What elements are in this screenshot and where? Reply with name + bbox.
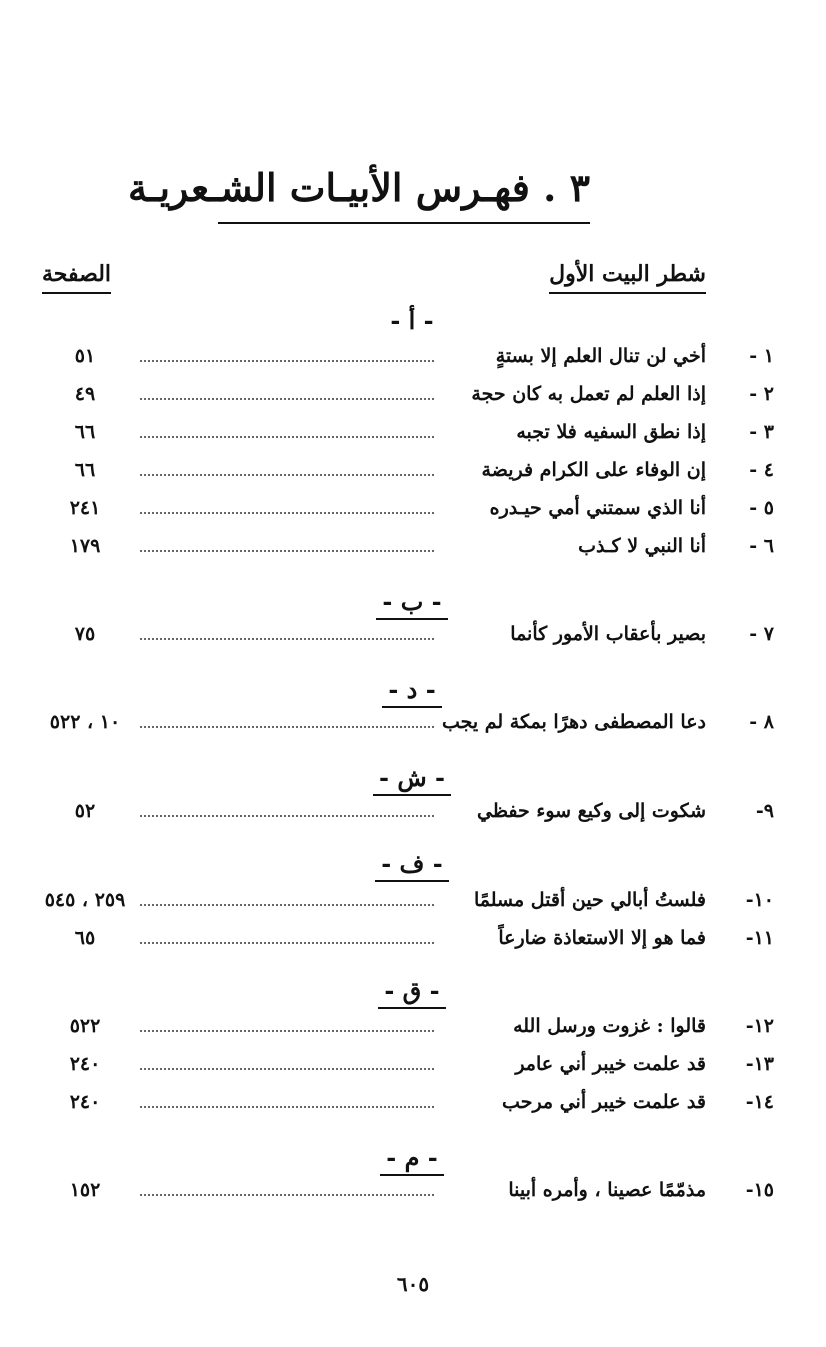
verse-text: مذمّمًا عصينا ، وأمره أبينا xyxy=(508,1179,706,1201)
row-number: ١٢- xyxy=(745,1015,774,1037)
verse-text: قالوا : غزوت ورسل الله xyxy=(513,1015,706,1037)
verse-text: فلستُ أبالي حين أقتل مسلمًا xyxy=(473,889,706,911)
dot-leader xyxy=(140,550,434,552)
row-number: ٤ - xyxy=(749,459,774,481)
dot-leader xyxy=(140,638,434,640)
verse-text: دعا المصطفى دهرًا بمكة لم يجب xyxy=(441,711,706,733)
table-row xyxy=(30,378,774,410)
page-ref: ٥٢ xyxy=(74,800,96,822)
page-ref: ٢٥٩ ، ٥٤٥ xyxy=(44,889,126,911)
page-ref: ١٥٢ xyxy=(69,1179,101,1201)
page-ref: ٢٤١ xyxy=(69,497,101,519)
table-row xyxy=(30,416,774,448)
verse-text: قد علمت خيبر أني عامر xyxy=(515,1053,706,1075)
verse-text: قد علمت خيبر أني مرحب xyxy=(502,1091,706,1113)
section-letter-fa: - ف - xyxy=(344,848,480,882)
dot-leader xyxy=(140,942,434,944)
table-row xyxy=(30,1048,774,1080)
page-ref: ٤٩ xyxy=(74,383,96,405)
dot-leader xyxy=(140,904,434,906)
section-letter-ba: - ب - xyxy=(344,586,480,620)
row-number: ١ - xyxy=(749,345,774,367)
table-row xyxy=(30,922,774,954)
row-number: ١٥- xyxy=(745,1179,774,1201)
dot-leader xyxy=(140,512,434,514)
table-row xyxy=(30,884,774,916)
page-ref: ١٠ ، ٥٢٢ xyxy=(49,711,121,733)
verse-text: إن الوفاء على الكرام فريضة xyxy=(481,459,706,481)
table-row xyxy=(30,1010,774,1042)
page-title: ٣ . فهـرس الأبيـات الشـعريـة xyxy=(127,165,590,210)
table-row xyxy=(30,1174,774,1206)
table-row xyxy=(30,530,774,562)
page-ref: ١٧٩ xyxy=(69,535,101,557)
dot-leader xyxy=(140,436,434,438)
table-row xyxy=(30,492,774,524)
page-ref: ٦٦ xyxy=(74,421,96,443)
row-number: ٦ - xyxy=(749,535,774,557)
section-letter-qaf: - ق - xyxy=(344,975,480,1009)
dot-leader xyxy=(140,474,434,476)
dot-leader xyxy=(140,726,434,728)
dot-leader xyxy=(140,398,434,400)
dot-leader xyxy=(140,1068,434,1070)
page-ref: ٦٥ xyxy=(74,927,96,949)
row-number: ٧ - xyxy=(749,623,774,645)
dot-leader xyxy=(140,815,434,817)
table-row xyxy=(30,340,774,372)
row-number: ١٠- xyxy=(745,889,774,911)
row-number: ٥ - xyxy=(749,497,774,519)
verse-text: إذا نطق السفيه فلا تجبه xyxy=(516,421,706,443)
row-number: ٨ - xyxy=(749,711,774,733)
verse-text: بصير بأعقاب الأمور كأنما xyxy=(510,623,706,645)
first-hemistich-header: شطر البيت الأول xyxy=(549,258,706,294)
section-letter-alif: - أ - xyxy=(390,306,434,335)
table-row xyxy=(30,454,774,486)
table-row xyxy=(30,795,774,827)
row-number: ١٣- xyxy=(745,1053,774,1075)
table-row xyxy=(30,706,774,738)
verse-text: إذا العلم لم تعمل به كان حجة xyxy=(471,383,706,405)
row-number: ٩- xyxy=(755,800,774,822)
verse-text: أخي لن تنال العلم إلا بستةٍ xyxy=(495,345,706,367)
page-ref: ٥١ xyxy=(74,345,96,367)
page-ref: ٧٥ xyxy=(74,623,96,645)
section-letter-mim: - م - xyxy=(344,1142,480,1176)
dot-leader xyxy=(140,1194,434,1196)
verse-text: فما هو إلا الاستعاذة ضارعاً xyxy=(498,927,706,949)
table-row xyxy=(30,1086,774,1118)
dot-leader xyxy=(140,360,434,362)
verse-text: أنا النبي لا كـذب xyxy=(578,535,706,557)
section-letter-dal: - د - xyxy=(344,674,480,708)
section-letter-shin: - ش - xyxy=(344,762,480,796)
page-ref: ٢٤٠ xyxy=(69,1053,101,1075)
dot-leader xyxy=(140,1030,434,1032)
page-ref: ٢٤٠ xyxy=(69,1091,101,1113)
title-underline xyxy=(218,222,590,224)
page-ref: ٦٦ xyxy=(74,459,96,481)
row-number: ١١- xyxy=(745,927,774,949)
dot-leader xyxy=(140,1106,434,1108)
verse-text: شكوت إلى وكيع سوء حفظي xyxy=(477,800,706,822)
row-number: ١٤- xyxy=(745,1091,774,1113)
table-row xyxy=(30,618,774,650)
verse-text: أنا الذي سمتني أمي حيـدره xyxy=(489,497,706,519)
page-column-header: الصفحة xyxy=(42,258,111,294)
page-number: ٦٠٥ xyxy=(396,1272,430,1296)
page-ref: ٥٢٢ xyxy=(69,1015,101,1037)
row-number: ٢ - xyxy=(749,383,774,405)
row-number: ٣ - xyxy=(749,421,774,443)
